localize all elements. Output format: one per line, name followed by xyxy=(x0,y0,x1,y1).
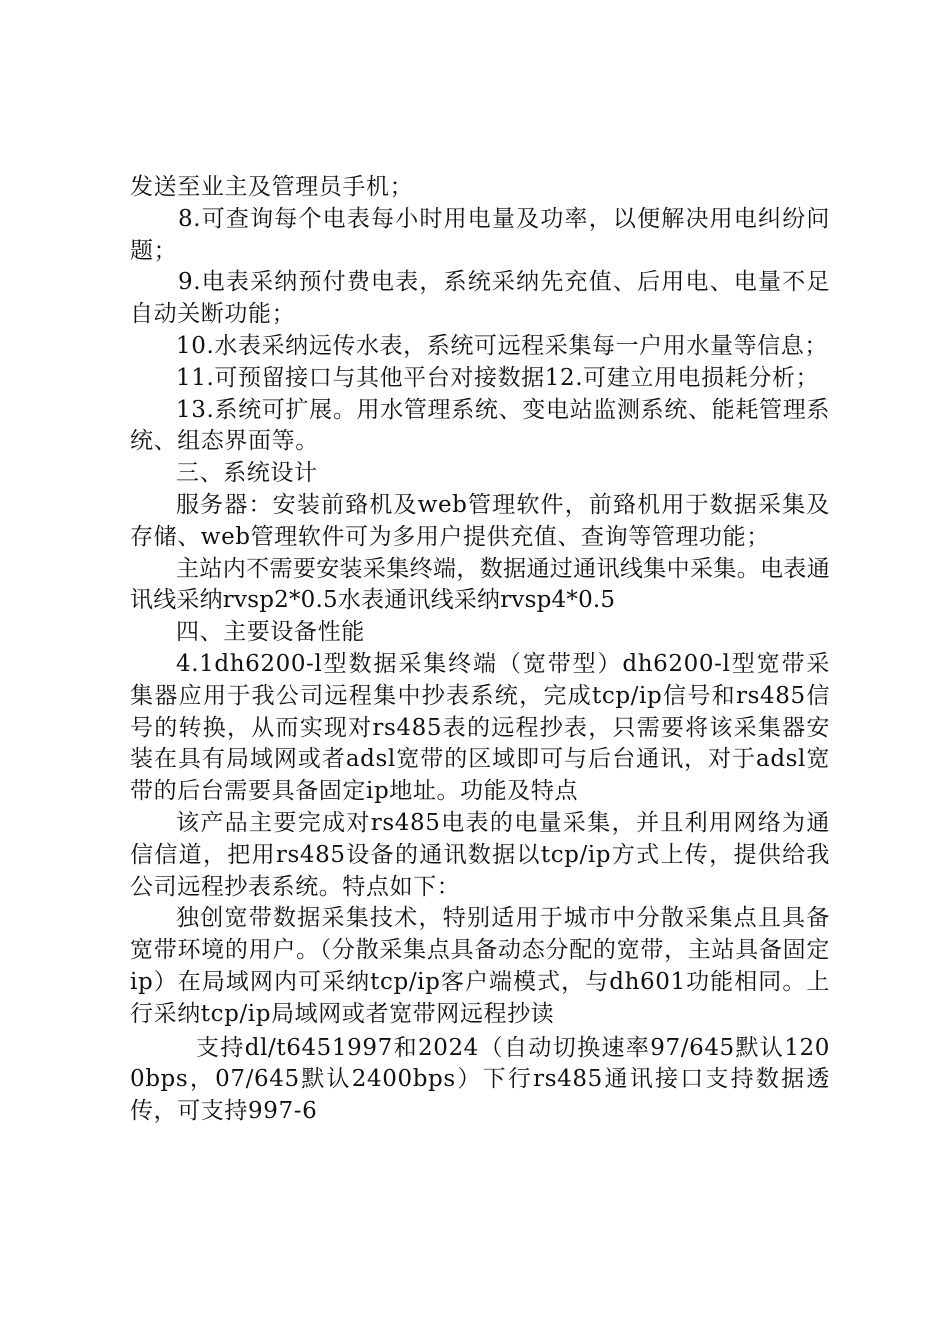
document-page xyxy=(130,172,830,1128)
paragraph-master-station: 主站内不需要安装采集终端，数据通过通讯线集中采集。电表通讯线采纳rvsp2*0.5水表通讯线采纳rvsp4*0.5 xyxy=(130,555,830,614)
paragraph-item-11-12: 11.可预留接口与其他平台对接数据12.可建立用电损耗分析； xyxy=(176,364,820,391)
paragraph-product-intro: 该产品主要完成对rs485电表的电量采集，并且利用网络为通信信道，把用rs485设备的通讯数据以tcp/ip方式上传，提供给我公司远程抄表系统。特点如下： xyxy=(130,809,830,900)
paragraph-item-9: 9.电表采纳预付费电表，系统采纳先充值、后用电、电量不足自动关断功能； xyxy=(130,269,830,328)
paragraph-broadband-tech: 独创宽带数据采集技术，特别适用于城市中分散采集点且具备宽带环境的用户。（分散采集点具备动态分配的宽带，主站具备固定ip）在局域网内可采纳tcp/ip客户端模式，与dh601功能相同。上行采纳tcp/ip局域网或者宽带网远程抄读 xyxy=(130,905,830,1027)
section-heading-system-design: 三、系统设计 xyxy=(176,460,318,487)
paragraph-protocol-support: 支持dl/t6451997和2024（自动切换速率97/645默认1200bps，07/645默认2400bps）下行rs485通讯接口支持数据透传，可支持997-6 xyxy=(130,1034,830,1125)
paragraph-continuation: 发送至业主及管理员手机； xyxy=(130,174,414,200)
paragraph-item-8: 8.可查询每个电表每小时用电量及功率，以便解决用电纠纷问题； xyxy=(130,205,830,264)
section-heading-equipment: 四、主要设备性能 xyxy=(176,619,365,646)
paragraph-server: 服务器：安装前臵机及web管理软件，前臵机用于数据采集及存储、web管理软件可为多用户提供充值、查询等管理功能； xyxy=(130,491,830,550)
paragraph-item-10: 10.水表采纳远传水表，系统可远程采集每一户用水量等信息； xyxy=(176,332,828,359)
paragraph-item-13: 13.系统可扩展。用水管理系统、变电站监测系统、能耗管理系统、组态界面等。 xyxy=(130,396,830,455)
paragraph-terminal-4-1: 4.1dh6200-l型数据采集终端（宽带型）dh6200-l型宽带采集器应用于我公司远程集中抄表系统，完成tcp/ip信号和rs485信号的转换，从而实现对rs485表的远程抄表，只需要将该采集器安装在具有局域网或者adsl宽带的区域即可与后台通讯，对于adsl宽带的后台需要具备固定ip地址。功能及特点 xyxy=(130,650,830,805)
